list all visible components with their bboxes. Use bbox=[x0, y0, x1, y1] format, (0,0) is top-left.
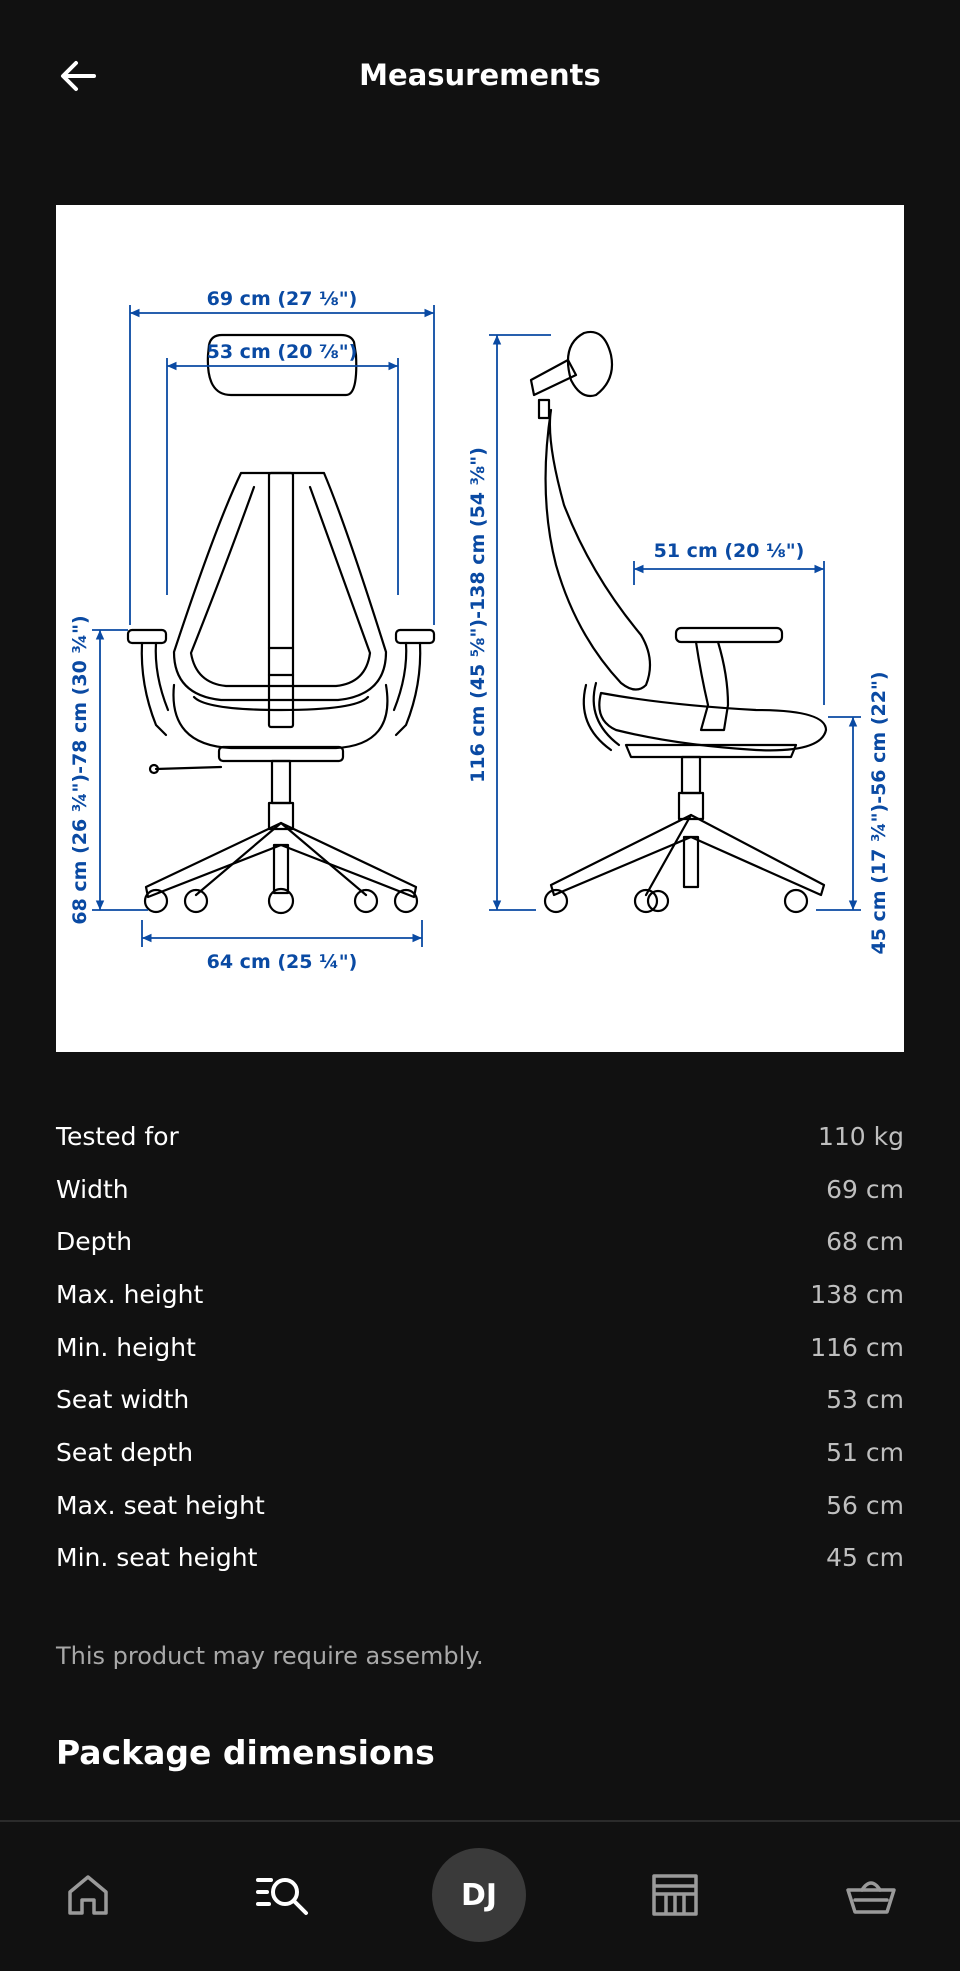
spec-value: 51 cm bbox=[826, 1437, 904, 1467]
profile-avatar[interactable]: DJ bbox=[432, 1848, 526, 1942]
spec-list bbox=[56, 1110, 904, 1584]
basket-icon bbox=[845, 1872, 897, 1918]
spec-label: Depth bbox=[56, 1227, 133, 1257]
side-view-chair bbox=[531, 332, 826, 912]
spec-row bbox=[56, 1110, 904, 1163]
package-dimensions-heading[interactable]: Package dimensions bbox=[56, 1733, 435, 1772]
front-view-chair bbox=[128, 335, 434, 913]
spec-row bbox=[56, 1373, 904, 1426]
dim-seat-height: 45 cm (17 ¾")-56 cm (22") bbox=[868, 671, 890, 955]
chair-dimension-drawing bbox=[56, 205, 904, 1052]
spec-value: 45 cm bbox=[826, 1543, 904, 1573]
spec-row bbox=[56, 1163, 904, 1216]
nav-home[interactable] bbox=[53, 1860, 123, 1930]
dim-seat-width: 53 cm (20 ⅞") bbox=[206, 341, 358, 363]
top-app-bar bbox=[0, 0, 960, 150]
dim-seat-depth: 51 cm (20 ⅛") bbox=[653, 540, 805, 562]
spec-value: 56 cm bbox=[826, 1490, 904, 1520]
nav-basket[interactable] bbox=[836, 1860, 906, 1930]
spec-row bbox=[56, 1479, 904, 1532]
spec-value: 53 cm bbox=[826, 1385, 904, 1415]
spec-value: 68 cm bbox=[826, 1227, 904, 1257]
search-list-icon bbox=[255, 1872, 311, 1918]
bottom-navigation-bar bbox=[0, 1820, 960, 1971]
dim-width-overall: 69 cm (27 ⅛") bbox=[206, 288, 358, 310]
spec-value: 116 cm bbox=[810, 1332, 904, 1362]
spec-value: 69 cm bbox=[826, 1174, 904, 1204]
store-icon bbox=[650, 1872, 700, 1918]
spec-value: 110 kg bbox=[817, 1121, 904, 1151]
spec-label: Seat width bbox=[56, 1385, 190, 1415]
home-icon bbox=[65, 1872, 111, 1918]
measurement-diagram bbox=[56, 205, 904, 1052]
spec-row bbox=[56, 1426, 904, 1479]
spec-row bbox=[56, 1215, 904, 1268]
spec-label: Seat depth bbox=[56, 1437, 194, 1467]
nav-store[interactable] bbox=[640, 1860, 710, 1930]
spec-label: Tested for bbox=[56, 1121, 179, 1151]
dim-base-width: 64 cm (25 ¼") bbox=[206, 951, 358, 973]
spec-row bbox=[56, 1321, 904, 1374]
spec-label: Max. seat height bbox=[56, 1490, 265, 1520]
spec-label: Max. height bbox=[56, 1279, 204, 1309]
spec-value: 138 cm bbox=[810, 1279, 904, 1309]
spec-label: Min. height bbox=[56, 1332, 196, 1362]
dim-armrest-height: 68 cm (26 ¾")-78 cm (30 ¾") bbox=[69, 615, 91, 925]
spec-row bbox=[56, 1532, 904, 1585]
spec-label: Width bbox=[56, 1174, 129, 1204]
dim-total-height: 116 cm (45 ⅝")-138 cm (54 ⅜") bbox=[467, 447, 489, 783]
page-title: Measurements bbox=[359, 58, 601, 92]
assembly-note: This product may require assembly. bbox=[56, 1642, 484, 1670]
nav-search[interactable] bbox=[248, 1860, 318, 1930]
spec-row bbox=[56, 1268, 904, 1321]
spec-label: Min. seat height bbox=[56, 1543, 258, 1573]
